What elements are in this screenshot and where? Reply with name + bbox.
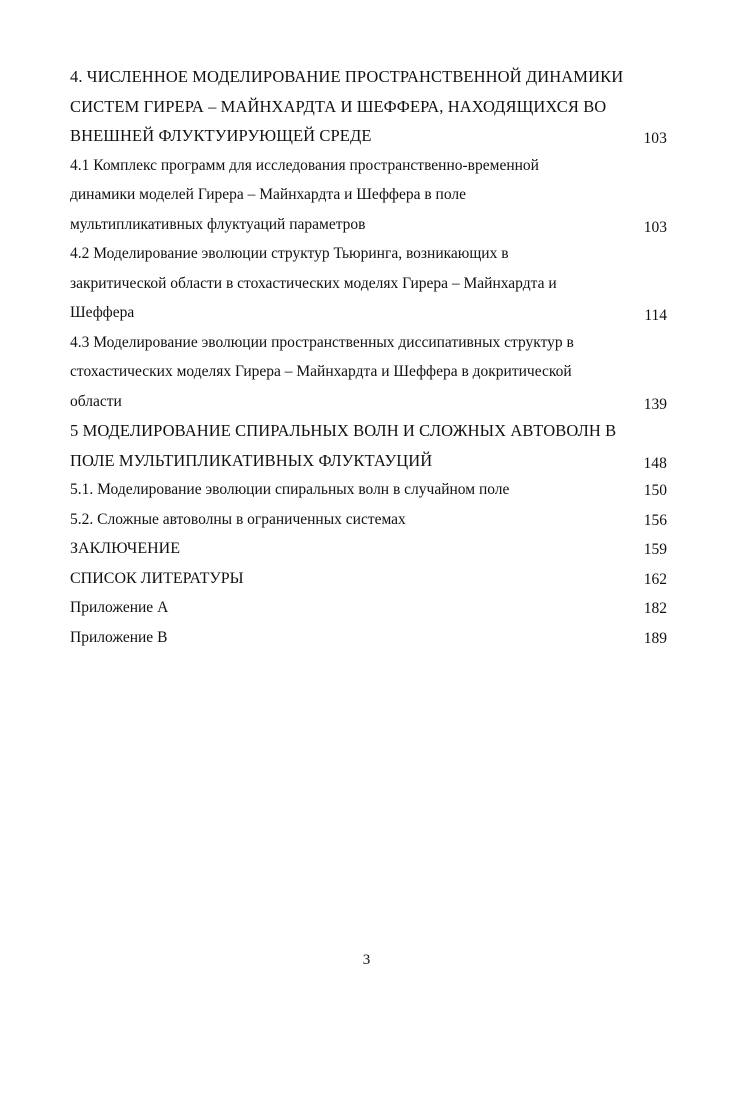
toc-page-number: 139 [643, 395, 667, 413]
toc-page-number: 114 [644, 307, 667, 324]
toc-entry-appendix-b [70, 623, 670, 653]
toc-entry-appendix-a [70, 593, 670, 623]
toc-entry-line: ЗАКЛЮЧЕНИЕ [70, 540, 180, 557]
toc-page-number: 159 [643, 541, 667, 558]
toc-entry-line: 4. ЧИСЛЕННОЕ МОДЕЛИРОВАНИЕ ПРОСТРАНСТВЕННОЙ ДИНАМИКИ [70, 67, 624, 86]
toc-page-number: 189 [643, 629, 667, 647]
toc-entry-line: 4.2 Моделирование эволюции структур Тьюринга, возникающих в [70, 245, 509, 262]
toc-entry-references [70, 564, 670, 594]
toc-entry-line: закритической области в стохастических моделях Гирера – Майнхардта и [70, 274, 557, 292]
toc-entry-section-5-1 [70, 475, 670, 505]
toc-entry-line: стохастических моделях Гирера – Майнхардта и Шеффера в докритической [70, 363, 572, 380]
toc-entry-line: 5.2. Сложные автоволны в ограниченных системах [70, 510, 406, 528]
toc-page-number: 150 [643, 482, 667, 499]
toc-page-number: 156 [643, 511, 667, 529]
toc-page-number: 162 [643, 570, 667, 588]
table-of-contents [70, 62, 670, 652]
toc-entry-line: ПОЛЕ МУЛЬТИПЛИКАТИВНЫХ ФЛУКТАУЦИЙ [70, 450, 433, 470]
toc-entry-line: 5 МОДЕЛИРОВАНИЕ СПИРАЛЬНЫХ ВОЛН И СЛОЖНЫХ АВТОВОЛН В [70, 421, 617, 440]
toc-page-number: 103 [643, 130, 667, 147]
toc-entry-section-4-2 [70, 239, 670, 328]
toc-entry-line: 4.1 Комплекс программ для исследования пространственно-временной [70, 156, 539, 174]
toc-page-number: 148 [643, 454, 667, 472]
toc-entry-line: 4.3 Моделирование эволюции пространственных диссипативных структур в [70, 333, 574, 351]
toc-entry-line: 5.1. Моделирование эволюции спиральных волн в случайном поле [70, 481, 510, 498]
toc-entry-line: СИСТЕМ ГИРЕРА – МАЙНХАРДТА И ШЕФФЕРА, НАХОДЯЩИХСЯ ВО [70, 96, 607, 116]
toc-entry-section-5-2 [70, 505, 670, 535]
toc-entry-line: Приложение А [70, 599, 169, 616]
toc-entry-line: ВНЕШНЕЙ ФЛУКТУИРУЮЩЕЙ СРЕДЕ [70, 126, 372, 145]
toc-entry-line: СПИСОК ЛИТЕРАТУРЫ [70, 569, 244, 587]
toc-entry-line: динамики моделей Гирера – Майнхардта и Шеффера в поле [70, 186, 466, 203]
page-number: 3 [362, 952, 371, 968]
toc-page-number: 103 [643, 218, 667, 236]
toc-entry-line: Шеффера [70, 304, 135, 321]
toc-entry-section-4-3 [70, 328, 670, 417]
toc-entry-chapter-5 [70, 416, 670, 475]
toc-page-number: 182 [643, 600, 667, 617]
toc-entry-line: мультипликативных флуктуаций параметров [70, 215, 366, 233]
toc-entry-line: области [70, 392, 122, 410]
toc-entry-chapter-4 [70, 62, 670, 151]
toc-entry-conclusion [70, 534, 670, 564]
toc-entry-line: Приложение В [70, 628, 168, 646]
toc-entry-section-4-1 [70, 151, 670, 240]
